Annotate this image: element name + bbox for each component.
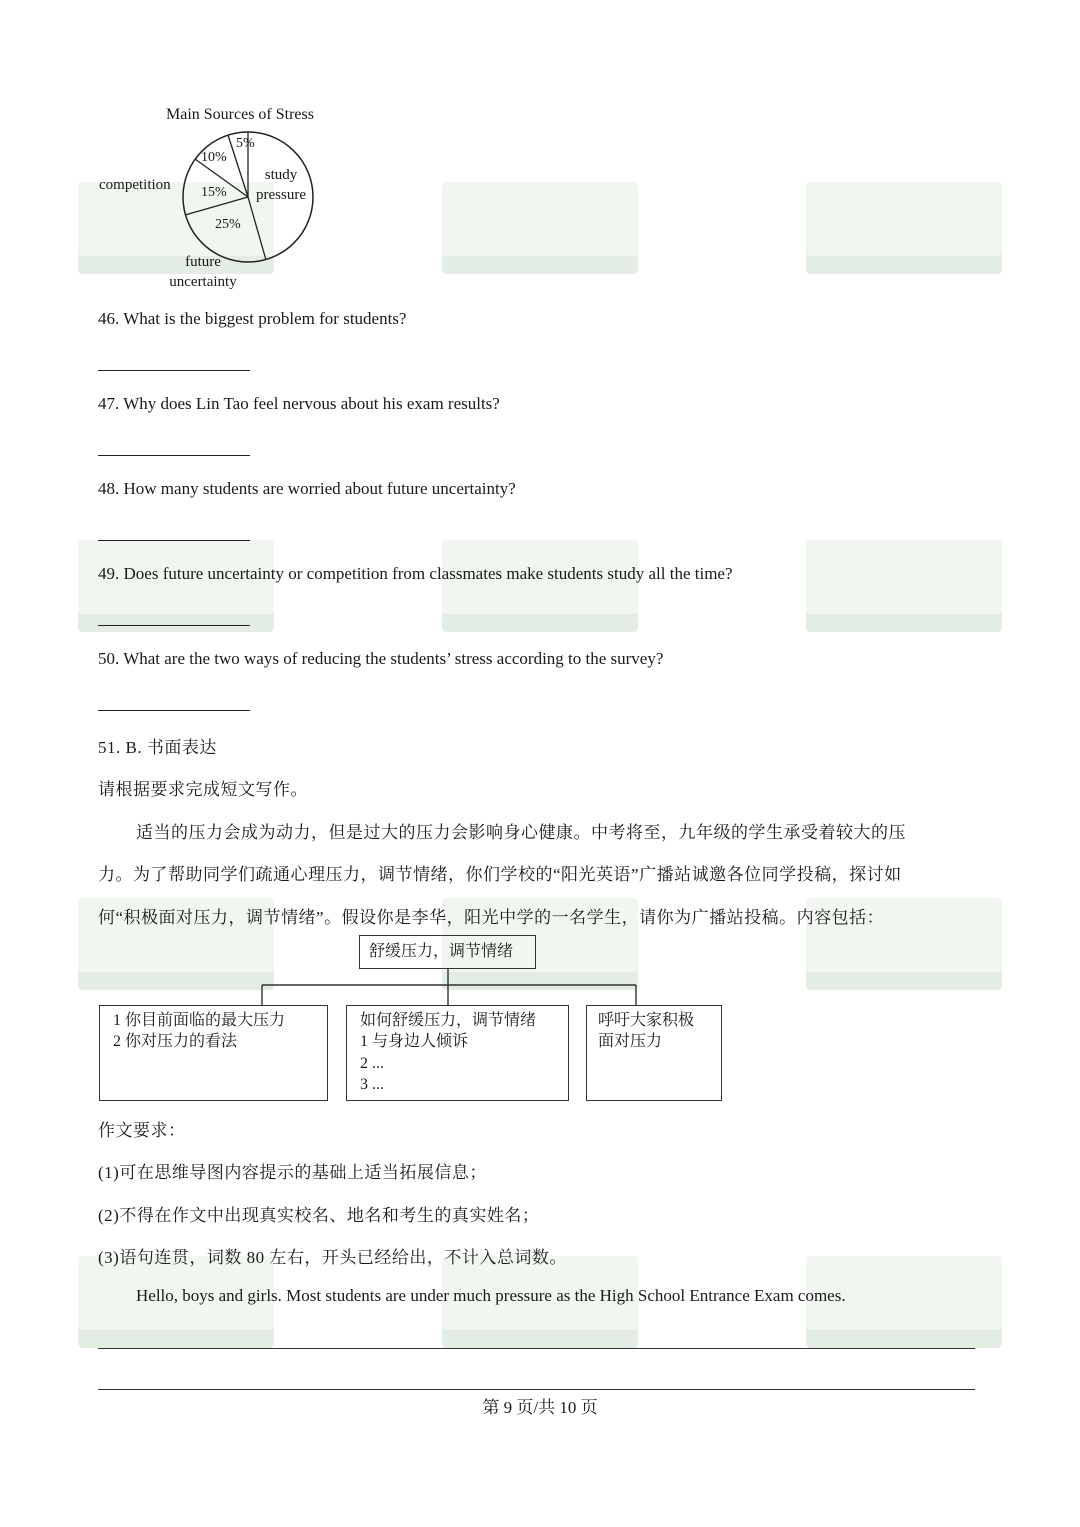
competition-label: competition: [99, 177, 171, 193]
mindmap-connectors: [0, 0, 1080, 200]
watermark: [78, 540, 274, 632]
writing-prompt-line: 何“积极面对压力，调节情绪”。假设你是李华，阳光中学的一名学生，请你为广播站投稿。内容包括：: [98, 908, 885, 927]
chart-title: Main Sources of Stress: [166, 106, 314, 123]
question-50: 50. What are the two ways of reducing the students’ stress according to the survey?: [98, 649, 664, 668]
slice-label: 10%: [201, 150, 227, 165]
watermark: [442, 540, 638, 632]
answer-line-48[interactable]: [98, 540, 250, 541]
future-uncertainty-label: uncertainty: [169, 274, 237, 290]
mindmap-root: 舒缓压力，调节情绪: [369, 943, 514, 960]
writing-heading: 51. B. 书面表达: [98, 738, 217, 757]
study-pressure-label: study: [264, 167, 298, 183]
mindmap-item: 1 你目前面临的最大压力: [113, 1012, 286, 1029]
requirements-title: 作文要求：: [98, 1121, 186, 1140]
answer-line-49[interactable]: [98, 625, 250, 626]
mindmap-item: 2 ...: [360, 1055, 384, 1072]
study-pressure-label: pressure: [256, 187, 306, 203]
answer-line-47[interactable]: [98, 455, 250, 456]
mindmap-item: 呼吁大家积极: [598, 1012, 695, 1029]
watermark: [806, 540, 1002, 632]
slice-label: 15%: [201, 185, 227, 200]
requirement-item: (1)可在思维导图内容提示的基础上适当拓展信息；: [98, 1163, 487, 1182]
question-49: 49. Does future uncertainty or competition from classmates make students study all the time?: [98, 564, 733, 583]
question-47: 47. Why does Lin Tao feel nervous about his exam results?: [98, 394, 500, 413]
pie-divider: [248, 197, 266, 260]
question-46: 46. What is the biggest problem for students?: [98, 309, 407, 328]
mindmap-item: 1 与身边人倾诉: [360, 1033, 469, 1050]
slice-label: 5%: [236, 136, 255, 151]
answer-line-46[interactable]: [98, 370, 250, 371]
requirement-item: (2)不得在作文中出现真实校名、地名和考生的真实姓名；: [98, 1206, 540, 1225]
footer-divider: [98, 1389, 975, 1390]
writing-prompt-line: 力。为了帮助同学们疏通心理压力，调节情绪，你们学校的“阳光英语”广播站诚邀各位同学投稿，探讨如: [98, 865, 902, 884]
slice-label: 25%: [215, 217, 241, 232]
opening-sentence: Hello, boys and girls. Most students are under much pressure as the High School Entrance Exam comes.: [136, 1286, 846, 1305]
mindmap-item: 面对压力: [598, 1033, 663, 1050]
question-48: 48. How many students are worried about future uncertainty?: [98, 479, 516, 498]
future-uncertainty-label: future: [185, 254, 221, 270]
answer-line-50[interactable]: [98, 710, 250, 711]
requirement-item: (3)语句连贯，词数 80 左右，开头已经给出，不计入总词数。: [98, 1248, 567, 1267]
writing-prompt-line: 适当的压力会成为动力，但是过大的压力会影响身心健康。中考将至，九年级的学生承受着较大的压: [136, 823, 906, 842]
writing-instruction: 请根据要求完成短文写作。: [98, 780, 308, 799]
mindmap-item: 3 ...: [360, 1076, 384, 1093]
mindmap-item: 如何舒缓压力，调节情绪: [360, 1012, 537, 1029]
mindmap-item: 2 你对压力的看法: [113, 1033, 238, 1050]
page-number: 第 9 页/共 10 页: [482, 1398, 598, 1417]
writing-line[interactable]: [98, 1348, 975, 1349]
